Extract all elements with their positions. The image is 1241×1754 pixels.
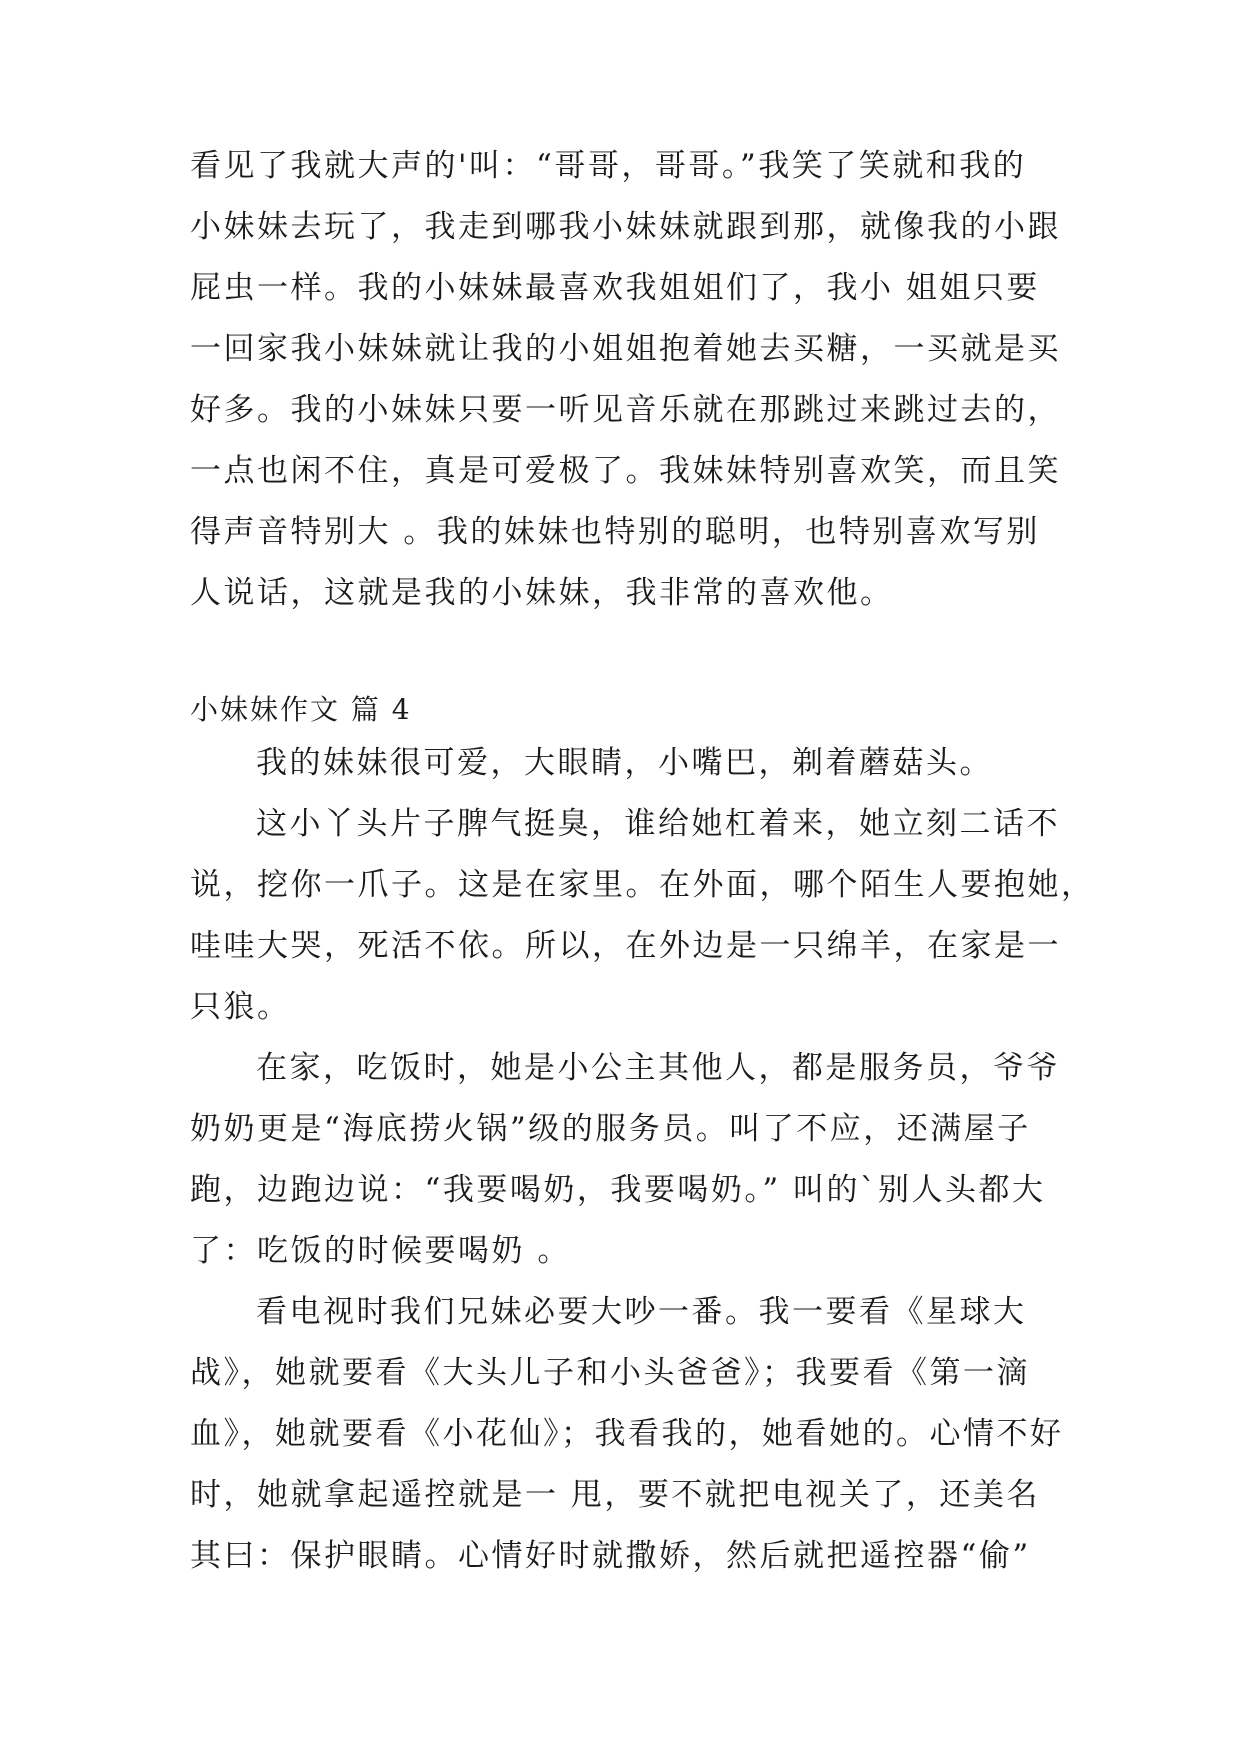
text-line: 人说话，这就是我的小妹妹，我非常的喜欢他。 [190, 575, 894, 611]
text-line: 这小丫头片子脾气挺臭，谁给她杠着来，她立刻二话不 [256, 806, 1060, 842]
text-line: 只狼。 [190, 989, 291, 1025]
section-title: 小妹妹作文 篇 4 [190, 693, 412, 726]
text-line: 一回家我小妹妹就让我的小姐姐抱着她去买糖，一买就是买 [190, 331, 1061, 367]
text-line: 好多。我的小妹妹只要一听见音乐就在那跳过来跳过去的， [190, 392, 1061, 428]
text-line: 其曰：保护眼睛。心情好时就撒娇，然后就把遥控器“偷” [190, 1538, 1031, 1574]
text-line: 我的妹妹很可爱，大眼睛，小嘴巴，剃着蘑菇头。 [256, 745, 993, 781]
text-line: 战》，她就要看《大头儿子和小头爸爸》；我要看《第一滴 [190, 1355, 1030, 1391]
essay-continuation [190, 136, 1061, 624]
text-line: 屁虫一样。我的小妹妹最喜欢我姐姐们了，我小 姐姐只要 [190, 270, 1040, 306]
text-line: 看电视时我们兄妹必要大吵一番。我一要看《星球大 [256, 1294, 1027, 1330]
text-line: 了：吃饭的时候要喝奶 。 [190, 1233, 571, 1269]
text-line: 得声音特别大 。我的妹妹也特别的聪明，也特别喜欢写别 [190, 514, 1040, 550]
text-line: 说，挖你一爪子。这是在家里。在外面，哪个陌生人要抱她， [190, 867, 1095, 903]
text-line: 跑，边跑边说：“我要喝奶，我要喝奶。” 叫的`别人头都大 [190, 1172, 1046, 1208]
essay-section-4 [190, 733, 1095, 1587]
text-line: 奶奶更是“海底捞火锅”级的服务员。叫了不应，还满屋子 [190, 1111, 1031, 1147]
text-line: 哇哇大哭，死活不依。所以，在外边是一只绵羊，在家是一 [190, 928, 1061, 964]
text-line: 一点也闲不住，真是可爱极了。我妹妹特别喜欢笑，而且笑 [190, 453, 1061, 489]
text-line: 小妹妹去玩了，我走到哪我小妹妹就跟到那，就像我的小跟 [190, 209, 1061, 245]
text-line: 看见了我就大声的'叫：“哥哥，哥哥。”我笑了笑就和我的 [190, 148, 1027, 184]
text-line: 在家，吃饭时，她是小公主其他人，都是服务员，爷爷 [256, 1050, 1060, 1086]
text-line: 时，她就拿起遥控就是一 甩，要不就把电视关了，还美名 [190, 1477, 1040, 1513]
text-line: 血》，她就要看《小花仙》；我看我的，她看她的。心情不好 [190, 1416, 1064, 1452]
